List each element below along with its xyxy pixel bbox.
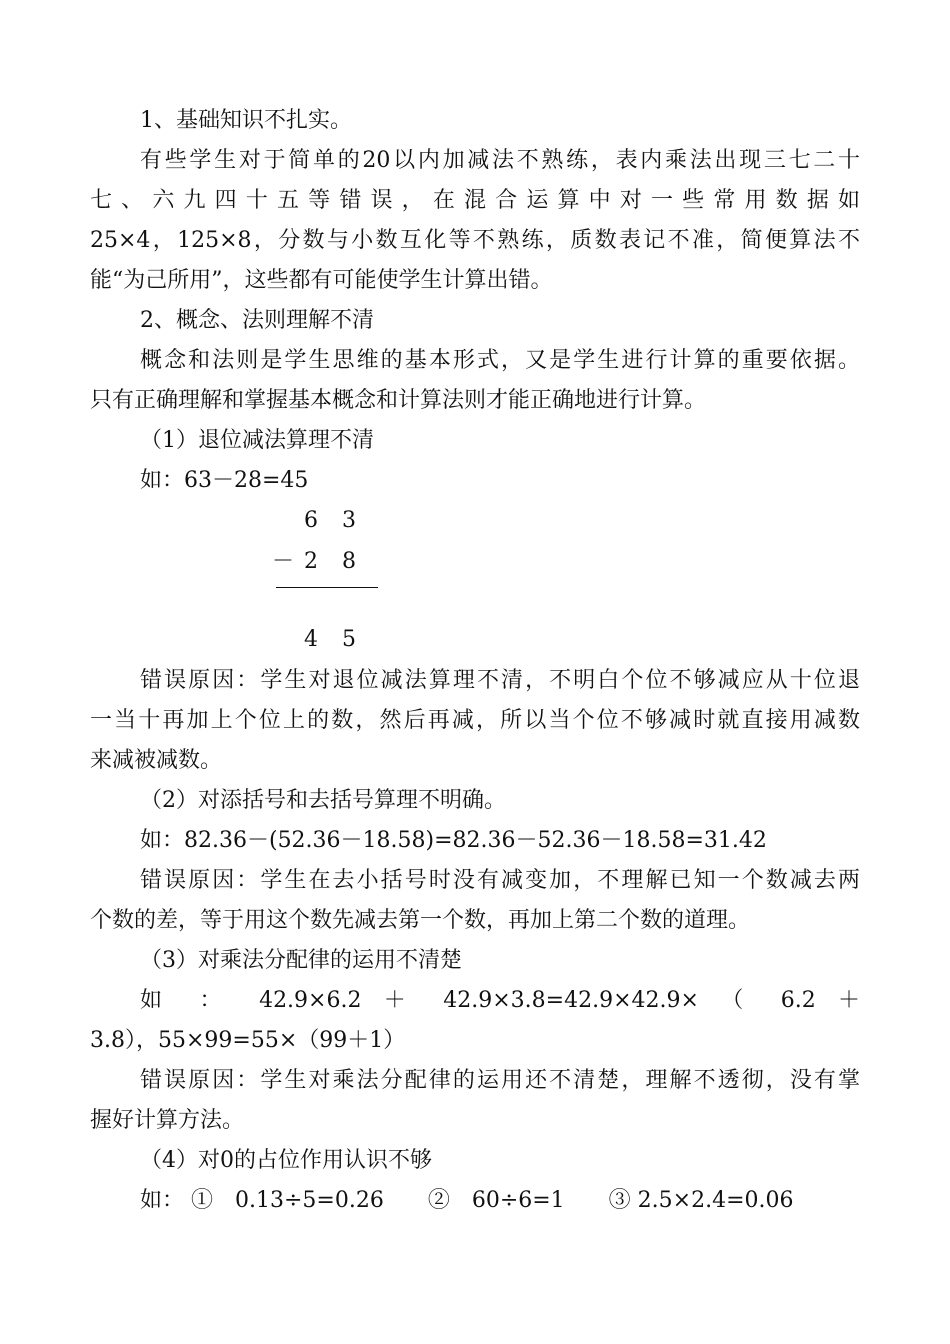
subheading-4: （4）对0的占位作用认识不够 bbox=[140, 1148, 432, 1173]
paragraph-line: 一当十再加上个位上的数，然后再减，所以当个位不够减时就直接用减数 bbox=[90, 708, 860, 733]
example-line: 如：63－28=45 bbox=[140, 468, 309, 493]
paragraph-line: 错误原因：学生对退位减法算理不清，不明白个位不够减应从十位退 bbox=[140, 668, 860, 693]
calc-operator: － bbox=[272, 549, 295, 574]
paragraph-line: 错误原因：学生在去小括号时没有减变加，不理解已知一个数减去两 bbox=[140, 868, 860, 893]
calc-top-tens: 6 bbox=[304, 508, 318, 533]
example-line: 如： ① 0.13÷5=0.26 ② 60÷6=1 ③ 2.5×2.4=0.06 bbox=[140, 1188, 794, 1213]
paragraph-line: 错误原因：学生对乘法分配律的运用还不清楚，理解不透彻，没有掌 bbox=[140, 1068, 860, 1093]
calc-bottom-ones: 8 bbox=[342, 549, 356, 574]
paragraph-line: 能“为己所用”，这些都有可能使学生计算出错。 bbox=[90, 268, 553, 293]
calc-bottom-tens: 2 bbox=[304, 549, 318, 574]
paragraph-line: 个数的差，等于用这个数先减去第一个数，再加上第二个数的道理。 bbox=[90, 908, 751, 933]
subheading-2: （2）对添括号和去括号算理不明确。 bbox=[140, 788, 506, 813]
paragraph-line: 有些学生对于简单的20以内加减法不熟练，表内乘法出现三七二十 bbox=[140, 148, 860, 173]
subheading-1: （1）退位减法算理不清 bbox=[140, 428, 374, 453]
subheading-3: （3）对乘法分配律的运用不清楚 bbox=[140, 948, 462, 973]
heading-2: 2、概念、法则理解不清 bbox=[140, 308, 374, 333]
paragraph-line: 握好计算方法。 bbox=[90, 1108, 245, 1133]
calc-result-tens: 4 bbox=[304, 627, 318, 652]
heading-1: 1、基础知识不扎实。 bbox=[140, 108, 352, 133]
example-line: 如 ： 42.9×6.2 ＋ 42.9×3.8=42.9×42.9× （ 6.2 ＋ bbox=[140, 988, 860, 1013]
example-line: 3.8），55×99=55×（99＋1） bbox=[90, 1028, 406, 1053]
paragraph-line: 只有正确理解和掌握基本概念和计算法则才能正确地进行计算。 bbox=[90, 388, 707, 413]
paragraph-line: 25×4，125×8，分数与小数互化等不熟练，质数表记不准，简便算法不 bbox=[90, 228, 860, 253]
paragraph-line: 来减被减数。 bbox=[90, 748, 223, 773]
calc-result-ones: 5 bbox=[342, 627, 356, 652]
paragraph-line: 七 、 六 九 四 十 五 等 错 误 ， 在 混 合 运 算 中 对 一 些 常 用 数 据 如 bbox=[90, 188, 860, 213]
example-line: 如：82.36－(52.36－18.58)=82.36－52.36－18.58=31.42 bbox=[140, 828, 767, 853]
paragraph-line: 概念和法则是学生思维的基本形式，又是学生进行计算的重要依据。 bbox=[140, 348, 860, 373]
calc-top-ones: 3 bbox=[342, 508, 356, 533]
calc-divider-line bbox=[276, 587, 378, 588]
